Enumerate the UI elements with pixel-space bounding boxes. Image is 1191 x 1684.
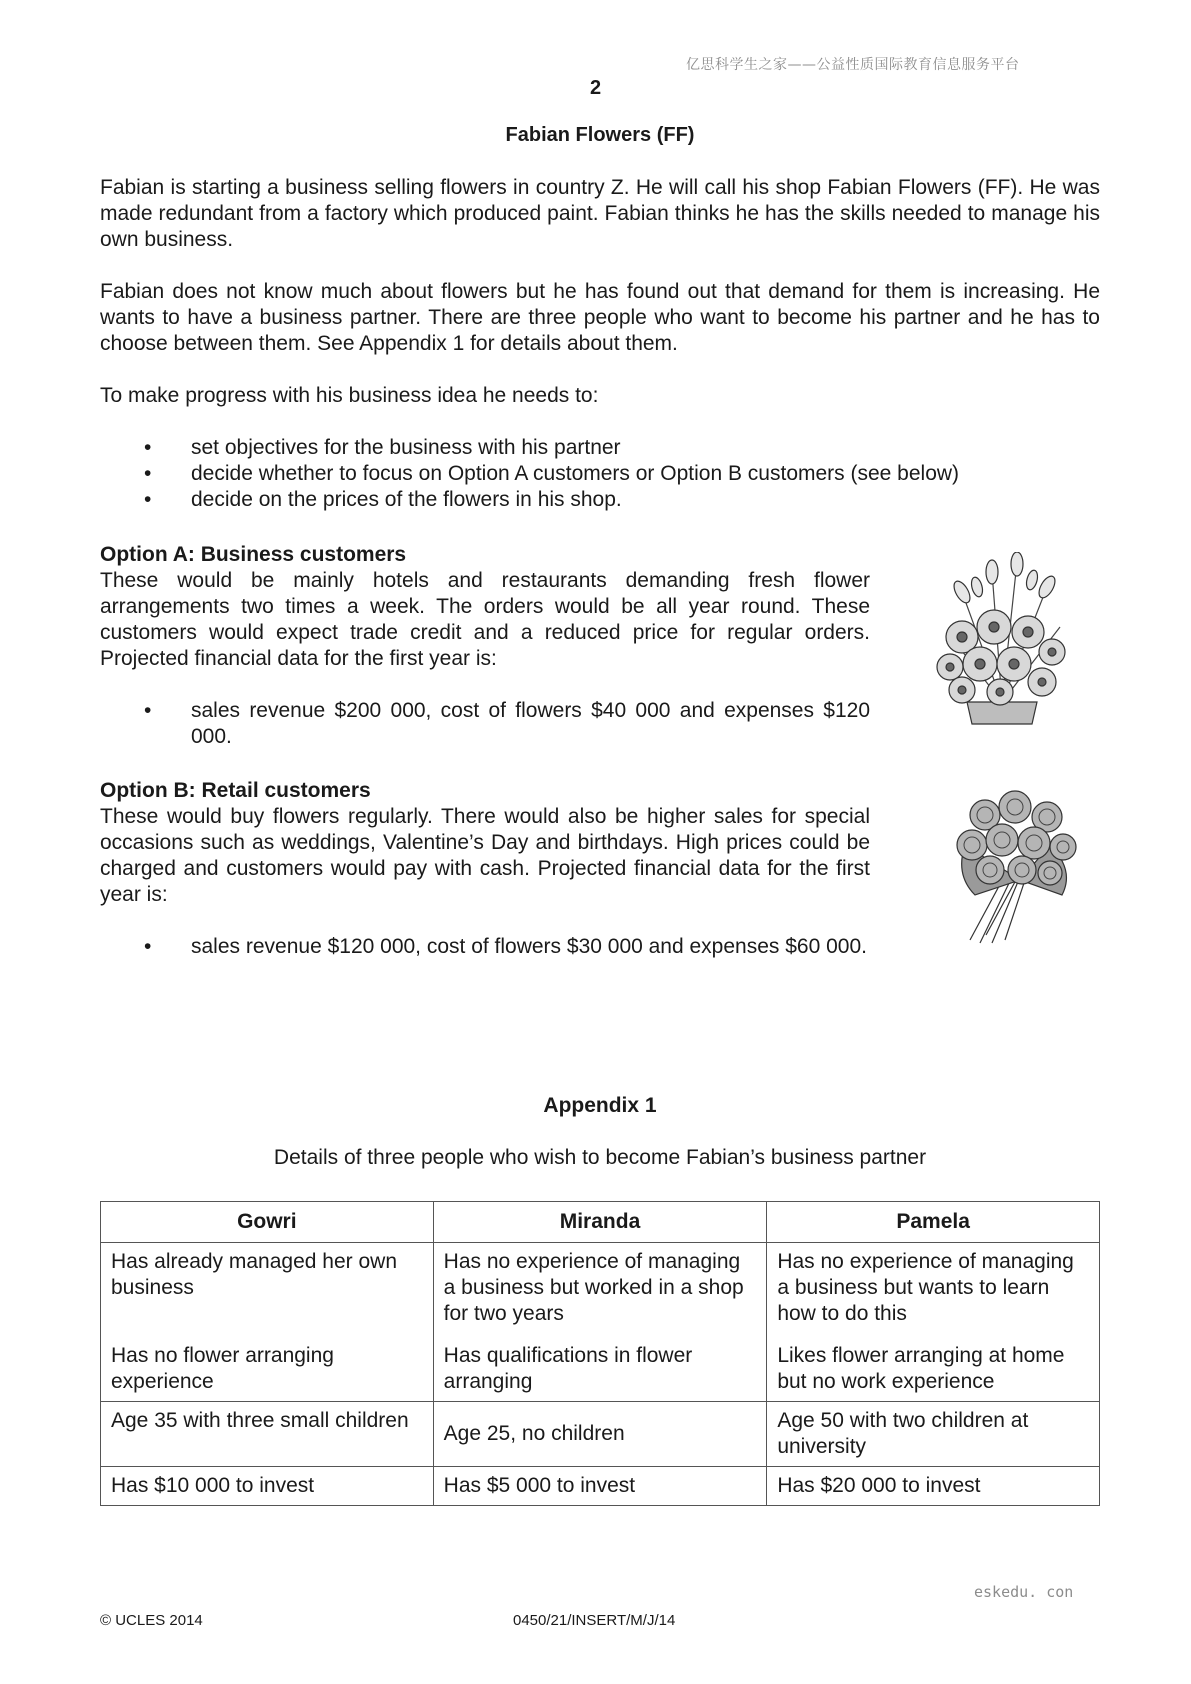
header-pamela: Pamela [767,1202,1100,1243]
option-a-bullets [100,698,870,750]
table-row-invest [101,1467,1100,1506]
table-row-experience [101,1243,1100,1402]
table-cell: Age 25, no children [433,1402,767,1467]
footer-code: 0450/21/INSERT/M/J/14 [513,1612,676,1629]
table-cell: Has no experience of managing a business but worked in a shop for two years Has qualifications in flower arranging [433,1243,767,1402]
page-title: Fabian Flowers (FF) [505,124,695,146]
table-row-age [101,1402,1100,1467]
bullet-item: • decide on the prices of the flowers in his shop. [144,488,622,511]
table-cell: Has already managed her own business Has no flower arranging experience [101,1243,434,1402]
table-header-row [101,1202,1100,1243]
option-b-financials: • sales revenue $120 000, cost of flowers $30 000 and expenses $60 000. [144,935,867,958]
option-a-heading: Option A: Business customers [100,543,407,566]
option-a-text: These would be mainly hotels and restaurants demanding fresh flower arrangements two times a week. The orders would be all year round. These customers would expect trade credit and a reduced price for regular orders. Projected financial data for the first year is: [100,569,870,670]
option-a-financials: • sales revenue $200 000, cost of flowers $40 000 and expenses $120 000. [144,699,870,748]
option-a-section [100,542,870,750]
table-cell: Has no experience of managing a business but wants to learn how to do this Likes flower arranging at home but no work experience [767,1243,1100,1402]
page-number: 2 [589,77,602,99]
progress-bullets [100,435,1100,513]
option-b-section [100,778,870,960]
appendix-title: Appendix 1 [543,1094,657,1117]
table-cell: Age 50 with two children at university [767,1402,1100,1467]
footer-copyright: © UCLES 2014 [100,1612,203,1629]
flower-arrangement-icon [932,552,1072,727]
table-cell: Has $5 000 to invest [433,1467,767,1506]
watermark-top: 亿思科学生之家——公益性质国际教育信息服务平台 [686,57,1020,73]
table-cell: Age 35 with three small children [101,1402,434,1467]
watermark-bottom: eskedu. con [974,1583,1074,1601]
table-cell: Has $10 000 to invest [101,1467,434,1506]
header-miranda: Miranda [433,1202,767,1243]
paragraph-progress: To make progress with his business idea he needs to: [100,384,599,407]
bullet-item: • decide whether to focus on Option A customers or Option B customers (see below) [144,462,960,485]
option-b-heading: Option B: Retail customers [100,779,371,802]
partners-table [100,1201,1100,1506]
paragraph-partner: Fabian does not know much about flowers but he has found out that demand for them is increasing. He wants to have a business partner. There are three people who want to become his partner and he has to choose between them. See Appendix 1 for details about them. [100,280,1100,355]
rose-bouquet-icon [950,785,1085,945]
bullet-item: • set objectives for the business with his partner [144,436,621,459]
intro-section [100,175,1100,513]
table-cell: Has $20 000 to invest [767,1467,1100,1506]
option-b-text: These would buy flowers regularly. There would also be higher sales for special occasions such as weddings, Valentine’s Day and birthdays. High prices could be charged and customers would pay with cash. Projected financial data for the first year is: [100,805,870,906]
option-b-bullets [100,934,870,960]
header-gowri: Gowri [101,1202,434,1243]
appendix-subtitle: Details of three people who wish to become Fabian’s business partner [273,1146,927,1169]
paragraph-intro: Fabian is starting a business selling flowers in country Z. He will call his shop Fabian Flowers (FF). He was made redundant from a factory which produced paint. Fabian thinks he has the skills needed to manage his own business. [100,176,1100,251]
